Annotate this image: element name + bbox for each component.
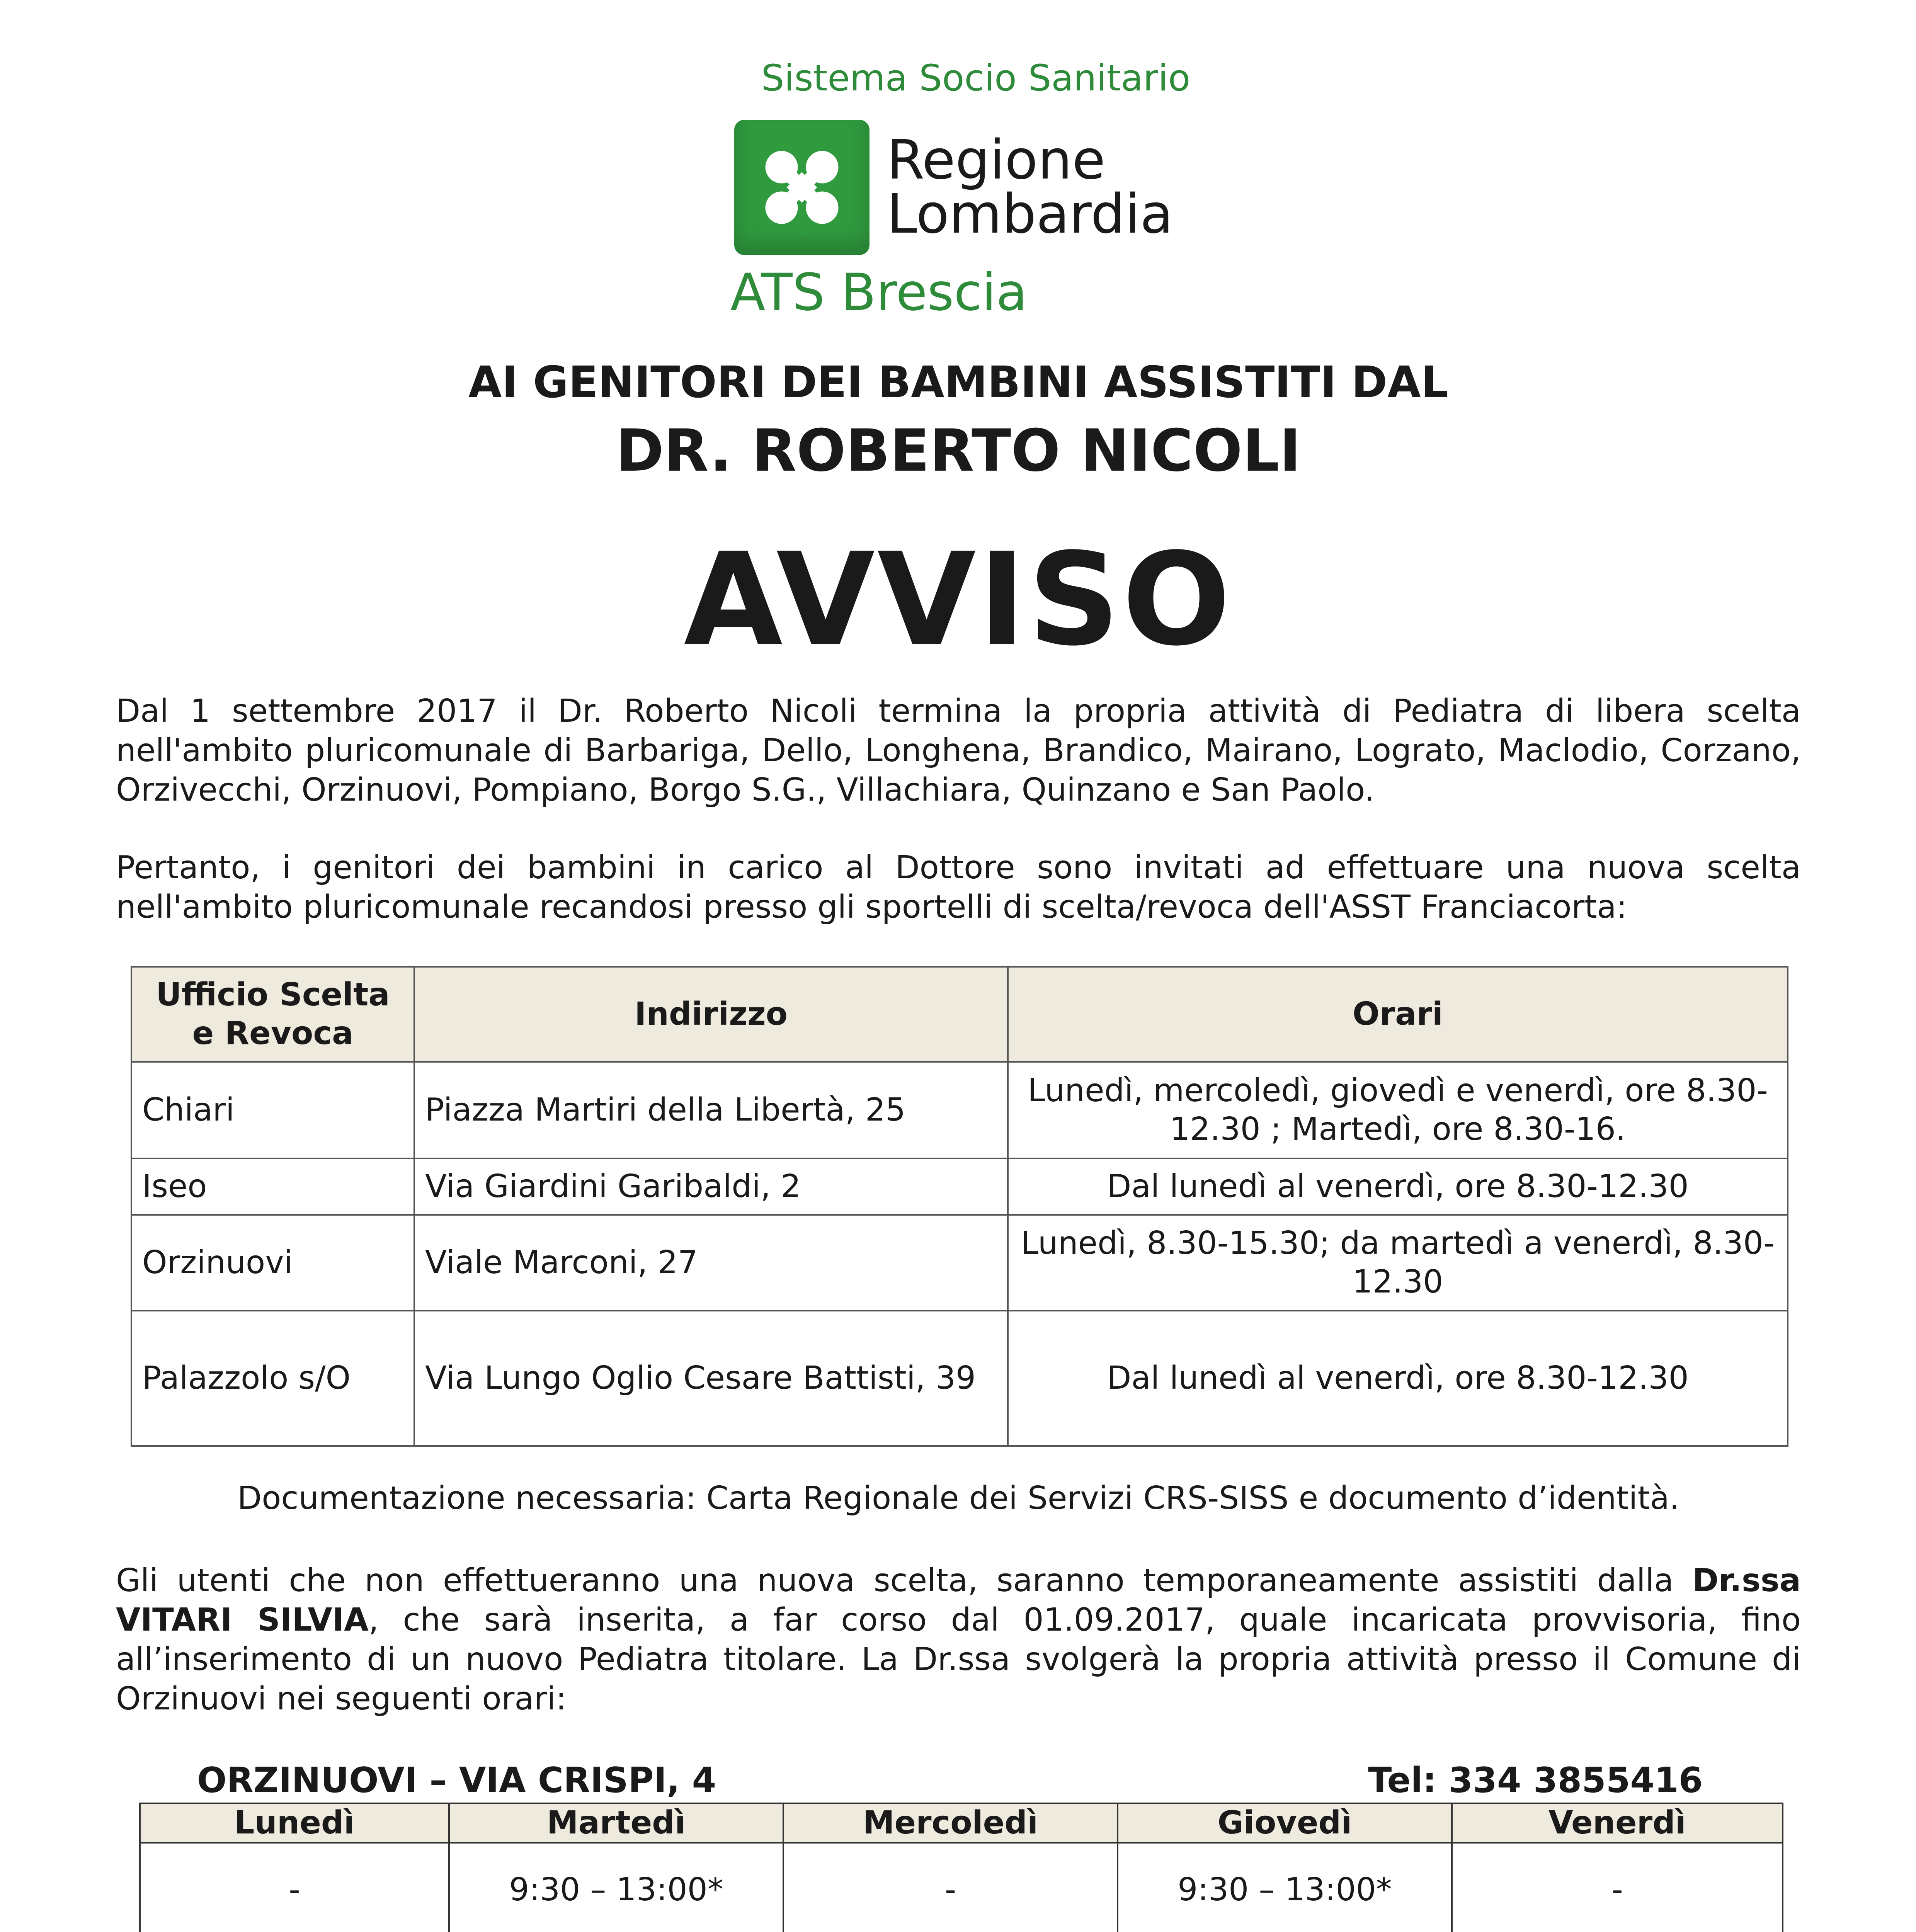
- schedule-cell: -: [140, 1843, 449, 1932]
- day-monday: Lunedì: [140, 1803, 449, 1843]
- heading-doctor: DR. ROBERTO NICOLI: [616, 417, 1301, 485]
- office-address: Viale Marconi, 27: [414, 1215, 1008, 1311]
- intro-paragraph-1: Dal 1 settembre 2017 il Dr. Roberto Nicoli termina la propria attività di Pediatra di libera scelta nell'ambito pluricomunale di Barbariga, Dello, Longhena, Brandico, Mairano, Lograto, Maclodio, Corzano, Orzivecchi, Orzinuovi, Pompiano, Borgo S.G., Villachiara, Quinzano e San Paolo.: [116, 693, 1801, 808]
- office-address: Piazza Martiri della Libertà, 25: [414, 1062, 1008, 1158]
- table-row: [131, 1311, 1788, 1446]
- offices-header-row: [131, 967, 1788, 1062]
- interim-doctor-name: Dr.ssa VITARI SILVIA: [116, 1562, 1801, 1638]
- schedule-cell: 9:30 – 13:00*: [449, 1843, 783, 1932]
- office-hours: Dal lunedì al venerdì, ore 8.30-12.30: [1008, 1158, 1788, 1215]
- intro-paragraph-2: Pertanto, i genitori dei bambini in carico al Dottore sono invitati ad effettuare una nuova scelta nell'ambito pluricomunale recandosi presso gli sportelli di scelta/revoca dell'ASST Franciacorta:: [116, 849, 1801, 925]
- regione-lombardia-logo-icon: [734, 120, 870, 255]
- offices-table: [131, 966, 1788, 1447]
- schedule-header-row: [140, 1803, 1783, 1843]
- header-office: Ufficio Scelta e Revoca: [131, 967, 414, 1062]
- day-friday: Venerdì: [1452, 1803, 1783, 1843]
- office-hours: Lunedì, 8.30-15.30; da martedì a venerdì, 8.30-12.30: [1008, 1215, 1788, 1311]
- interim-text-before: Gli utenti che non effettueranno una nuova scelta, saranno temporaneamente assistiti dalla: [116, 1562, 1693, 1599]
- logo-agency: ATS Brescia: [730, 263, 1028, 322]
- interim-text-after: , che sarà inserita, a far corso dal 01.09.2017, quale incaricata provvisoria, fino all’inserimento di un nuovo Pediatra titolare. La Dr.ssa svolgerà la propria attività presso il Comune di Orzinuovi nei seguenti orari:: [116, 1602, 1801, 1717]
- office-name: Iseo: [131, 1158, 414, 1215]
- table-row: [131, 1158, 1788, 1215]
- schedule-location: ORZINUOVI – VIA CRISPI, 4: [197, 1760, 716, 1801]
- schedule-phone: Tel: 334 3855416: [1368, 1760, 1703, 1801]
- interim-paragraph: [116, 1561, 1801, 1719]
- logo-region-name: [887, 129, 1235, 246]
- office-address: Via Lungo Oglio Cesare Battisti, 39: [414, 1311, 1008, 1446]
- logo-region-line2: Lombardia: [887, 183, 1173, 246]
- schedule-cell: -: [783, 1843, 1118, 1932]
- schedule-cell: 9:30 – 13:00*: [1118, 1843, 1452, 1932]
- header-hours: Orari: [1008, 967, 1788, 1062]
- office-hours: Dal lunedì al venerdì, ore 8.30-12.30: [1008, 1311, 1788, 1446]
- heading-recipients: AI GENITORI DEI BAMBINI ASSISTITI DAL: [468, 357, 1449, 408]
- documentation-required: Documentazione necessaria: Carta Regionale dei Servizi CRS-SISS e documento d’identità.: [237, 1480, 1679, 1517]
- office-name: Chiari: [131, 1062, 414, 1158]
- office-hours: Lunedì, mercoledì, giovedì e venerdì, ore 8.30-12.30 ; Martedì, ore 8.30-16.: [1008, 1062, 1788, 1158]
- header-address: Indirizzo: [414, 967, 1008, 1062]
- office-name: Orzinuovi: [131, 1215, 414, 1311]
- office-address: Via Giardini Garibaldi, 2: [414, 1158, 1008, 1215]
- table-row: [131, 1062, 1788, 1158]
- office-name: Palazzolo s/O: [131, 1311, 414, 1446]
- table-row: [131, 1215, 1788, 1311]
- schedule-cell: -: [1452, 1843, 1783, 1932]
- logo-system-text: Sistema Socio Sanitario: [761, 57, 1191, 99]
- schedule-table: [139, 1803, 1783, 1932]
- day-wednesday: Mercoledì: [783, 1803, 1118, 1843]
- schedule-morning-row: [140, 1843, 1783, 1932]
- day-thursday: Giovedì: [1118, 1803, 1452, 1843]
- day-tuesday: Martedì: [449, 1803, 783, 1843]
- logo-region-line1: Regione: [887, 129, 1106, 192]
- notice-title: AVVISO: [684, 526, 1233, 674]
